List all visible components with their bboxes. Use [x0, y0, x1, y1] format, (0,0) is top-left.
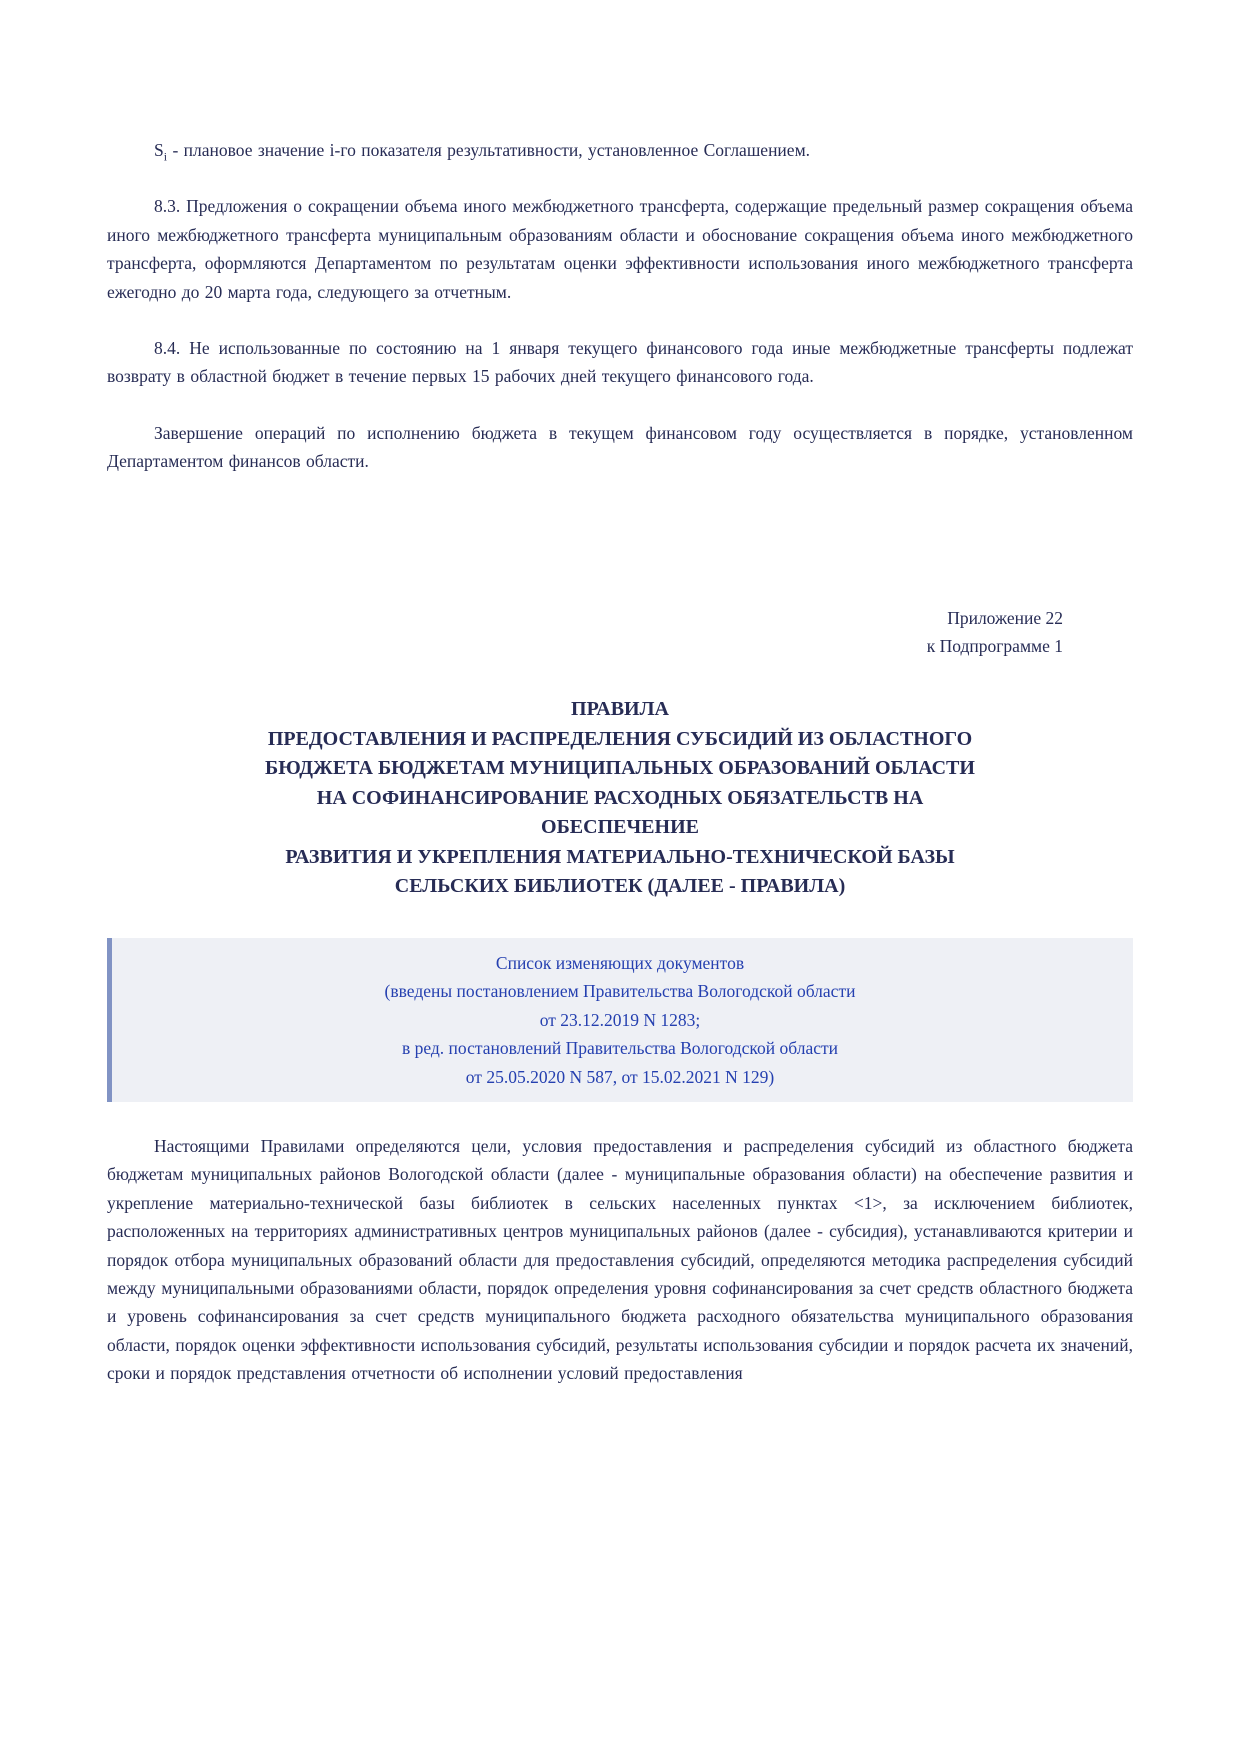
si-subscript: i	[163, 149, 168, 164]
amendments-line: (введены постановлением Правительства Вологодской области	[384, 981, 856, 1002]
si-definition-text: - плановое значение i-го показателя результативности, установленное Соглашением.	[167, 140, 811, 160]
appendix-line-2: к Подпрограмме 1	[926, 636, 1063, 657]
appendix-line-1: Приложение 22	[947, 607, 1063, 628]
si-symbol: S	[154, 140, 164, 160]
title-line: РАЗВИТИЯ И УКРЕПЛЕНИЯ МАТЕРИАЛЬНО-ТЕХНИЧЕСКОЙ БАЗЫ	[285, 845, 955, 868]
amendments-line: Список изменяющих документов	[495, 952, 745, 973]
appendix-label	[107, 604, 1133, 661]
amendments-box	[107, 938, 1133, 1102]
title-line: ПРАВИЛА	[571, 698, 669, 721]
para-budget-completion: Завершение операций по исполнению бюджета в текущем финансовом году осуществляется в порядке, установленном Департаментом финансов области.	[107, 422, 1133, 472]
amendments-line: от 23.12.2019 N 1283;	[539, 1009, 701, 1030]
title-line: СЕЛЬСКИХ БИБЛИОТЕК (ДАЛЕЕ - ПРАВИЛА)	[394, 875, 846, 898]
title-line: БЮДЖЕТА БЮДЖЕТАМ МУНИЦИПАЛЬНЫХ ОБРАЗОВАНИЙ ОБЛАСТИ	[265, 757, 975, 780]
para-si-definition	[107, 136, 1133, 164]
para-8-3: 8.3. Предложения о сокращении объема иного межбюджетного трансферта, содержащие предельный размер сокращения объема иного межбюджетного трансферта муниципальным образованиям области и обоснование сокращения объема иного межбюджетного трансферта, оформляются Департаментом по результатам оценки эффективности использования иного межбюджетного трансферта ежегодно до 20 марта года, следующего за отчетным.	[107, 196, 1133, 302]
title-line: ПРЕДОСТАВЛЕНИЯ И РАСПРЕДЕЛЕНИЯ СУБСИДИЙ ИЗ ОБЛАСТНОГО	[267, 727, 973, 750]
title-line: НА СОФИНАНСИРОВАНИЕ РАСХОДНЫХ ОБЯЗАТЕЛЬСТВ НА	[316, 786, 924, 809]
amendments-line: от 25.05.2020 N 587, от 15.02.2021 N 129)	[465, 1066, 775, 1087]
amendments-line: в ред. постановлений Правительства Вологодской области	[401, 1038, 839, 1059]
document-title	[107, 695, 1133, 902]
title-line: ОБЕСПЕЧЕНИЕ	[541, 816, 699, 839]
para-8-4: 8.4. Не использованные по состоянию на 1 января текущего финансового года иные межбюджетные трансферты подлежат возврату в областной бюджет в течение первых 15 рабочих дней текущего финансового года.	[107, 338, 1133, 387]
intro-paragraph: Настоящими Правилами определяются цели, условия предоставления и распределения субсидий из областного бюджета бюджетам муниципальных районов Вологодской области (далее - муниципальные образования области) на обеспечение развития и укрепление материально-технической базы библиотек в сельских населенных пунктах <1>, за исключением библиотек, расположенных на территориях административных центров муниципальных районов (далее - субсидия), устанавливаются критерии и порядок отбора муниципальных образований области для предоставления субсидий, определяются методика распределения субсидий между муниципальными образованиями области, порядок определения уровня софинансирования за счет средств областного бюджета и уровень софинансирования за счет средств муниципального бюджета расходного обязательства муниципального образования области, порядок оценки эффективности использования субсидий, результаты использования субсидии и порядок расчета их значений, сроки и порядок представления отчетности об исполнении условий предоставления	[107, 1136, 1133, 1384]
